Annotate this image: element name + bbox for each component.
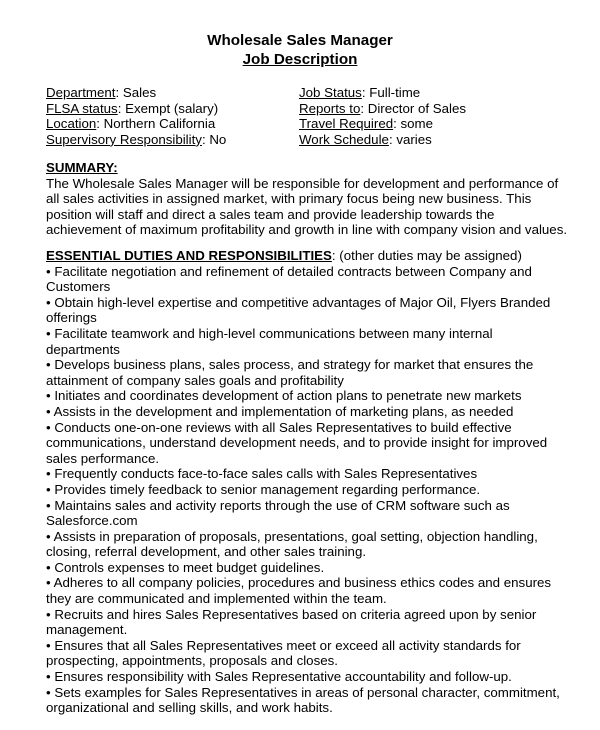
duty-line: • Obtain high-level expertise and competitive advantages of Major Oil, Flyers Branded — [46, 294, 551, 310]
document-subtitle: Job Description — [242, 51, 358, 68]
summary-line: all sales activities in assigned market, with primary focus being new business. This — [46, 191, 532, 207]
field-value: : No — [201, 131, 227, 147]
field-value: : Full-time — [361, 85, 421, 100]
field-label: Department — [46, 85, 116, 100]
field-label: Location — [46, 116, 97, 132]
duty-line: • Assists in preparation of proposals, presentations, goal setting, objection handling, — [46, 528, 538, 544]
duty-line: offerings — [46, 310, 97, 326]
document-title: Wholesale Sales Manager — [207, 32, 393, 49]
field-value: : some — [393, 116, 434, 132]
duty-line: closing, referral development, and other sales training. — [46, 544, 367, 560]
field-value: : varies — [388, 131, 432, 147]
duty-line: • Initiates and coordinates development of action plans to penetrate new markets — [46, 388, 522, 404]
duty-line: organizational and selling skills, and work habits. — [46, 700, 333, 716]
field-label: Work Schedule — [299, 131, 389, 147]
job-fields — [46, 85, 566, 147]
duty-line: • Recruits and hires Sales Representatives based on criteria agreed upon by senior — [46, 606, 537, 622]
summary-line: position will staff and direct a sales team and provide leadership towards the — [46, 206, 495, 222]
field-right — [299, 132, 432, 148]
duty-line: • Sets examples for Sales Representatives in areas of personal character, commitment, — [46, 684, 560, 700]
summary-line: achievement of maximum profitability and growth in line with company vision and values. — [46, 222, 568, 238]
duty-line: communications, understand development needs, and to provide insight for improved — [46, 435, 548, 451]
field-right — [299, 116, 433, 132]
duty-line: • Develops business plans, sales process, and strategy for market that ensures the — [46, 357, 534, 373]
field-row — [46, 85, 566, 101]
field-left — [46, 132, 226, 147]
summary-line: The Wholesale Sales Manager will be responsible for development and performance of — [46, 175, 559, 191]
duties-heading-note: : (other duties may be assigned) — [331, 248, 522, 263]
duty-line: • Ensures responsibility with Sales Representative accountability and follow-up. — [46, 669, 512, 685]
duties-list — [46, 264, 576, 716]
duty-line: management. — [46, 622, 128, 638]
duties-section — [46, 248, 576, 716]
duty-line: • Controls expenses to meet budget guidelines. — [46, 559, 325, 575]
duty-line: attainment of company sales goals and profitability — [46, 372, 344, 388]
duty-line: they are communicated and implemented within the team. — [46, 591, 387, 607]
duty-line: • Provides timely feedback to senior management regarding performance. — [46, 481, 481, 497]
field-label: Reports to — [299, 100, 361, 116]
duty-line: • Facilitate teamwork and high-level communications between many internal — [46, 325, 493, 341]
field-label: Travel Required — [299, 116, 394, 132]
duty-line: • Ensures that all Sales Representatives meet or exceed all activity standards for — [46, 637, 521, 653]
field-right — [299, 101, 466, 117]
field-left — [46, 116, 215, 131]
duty-line: Salesforce.com — [46, 513, 138, 529]
summary-section — [46, 160, 576, 238]
duty-line: • Conducts one-on-one reviews with all Sales Representatives to build effective — [46, 419, 512, 435]
duty-line: departments — [46, 341, 120, 357]
duty-line: • Facilitate negotiation and refinement of detailed contracts between Company and — [46, 263, 532, 279]
duty-line: Customers — [46, 279, 111, 295]
summary-heading: SUMMARY: — [46, 160, 118, 175]
duties-heading: ESSENTIAL DUTIES AND RESPONSIBILITIES — [46, 248, 332, 263]
duty-line: • Frequently conducts face-to-face sales calls with Sales Representatives — [46, 466, 478, 482]
field-value: : Exempt (salary) — [117, 100, 219, 116]
field-value: : Director of Sales — [360, 100, 467, 116]
field-value: : Northern California — [96, 116, 216, 132]
duty-line: prospecting, appointments, proposals and closes. — [46, 653, 338, 669]
field-row — [46, 116, 566, 132]
duties-heading-line — [46, 248, 576, 264]
duty-line: • Maintains sales and activity reports through the use of CRM software such as — [46, 497, 510, 513]
duty-line: sales performance. — [46, 450, 160, 466]
duty-line: • Adheres to all company policies, procedures and business ethics codes and ensures — [46, 575, 552, 591]
field-left — [46, 85, 156, 100]
field-row — [46, 101, 566, 117]
field-row — [46, 132, 566, 148]
field-label: FLSA status — [46, 100, 118, 116]
field-value: : Sales — [115, 85, 157, 100]
field-right — [299, 85, 420, 101]
field-left — [46, 101, 218, 116]
duty-line: • Assists in the development and implementation of marketing plans, as needed — [46, 403, 514, 419]
field-label: Job Status — [299, 85, 362, 100]
field-label: Supervisory Responsibility — [46, 131, 202, 147]
